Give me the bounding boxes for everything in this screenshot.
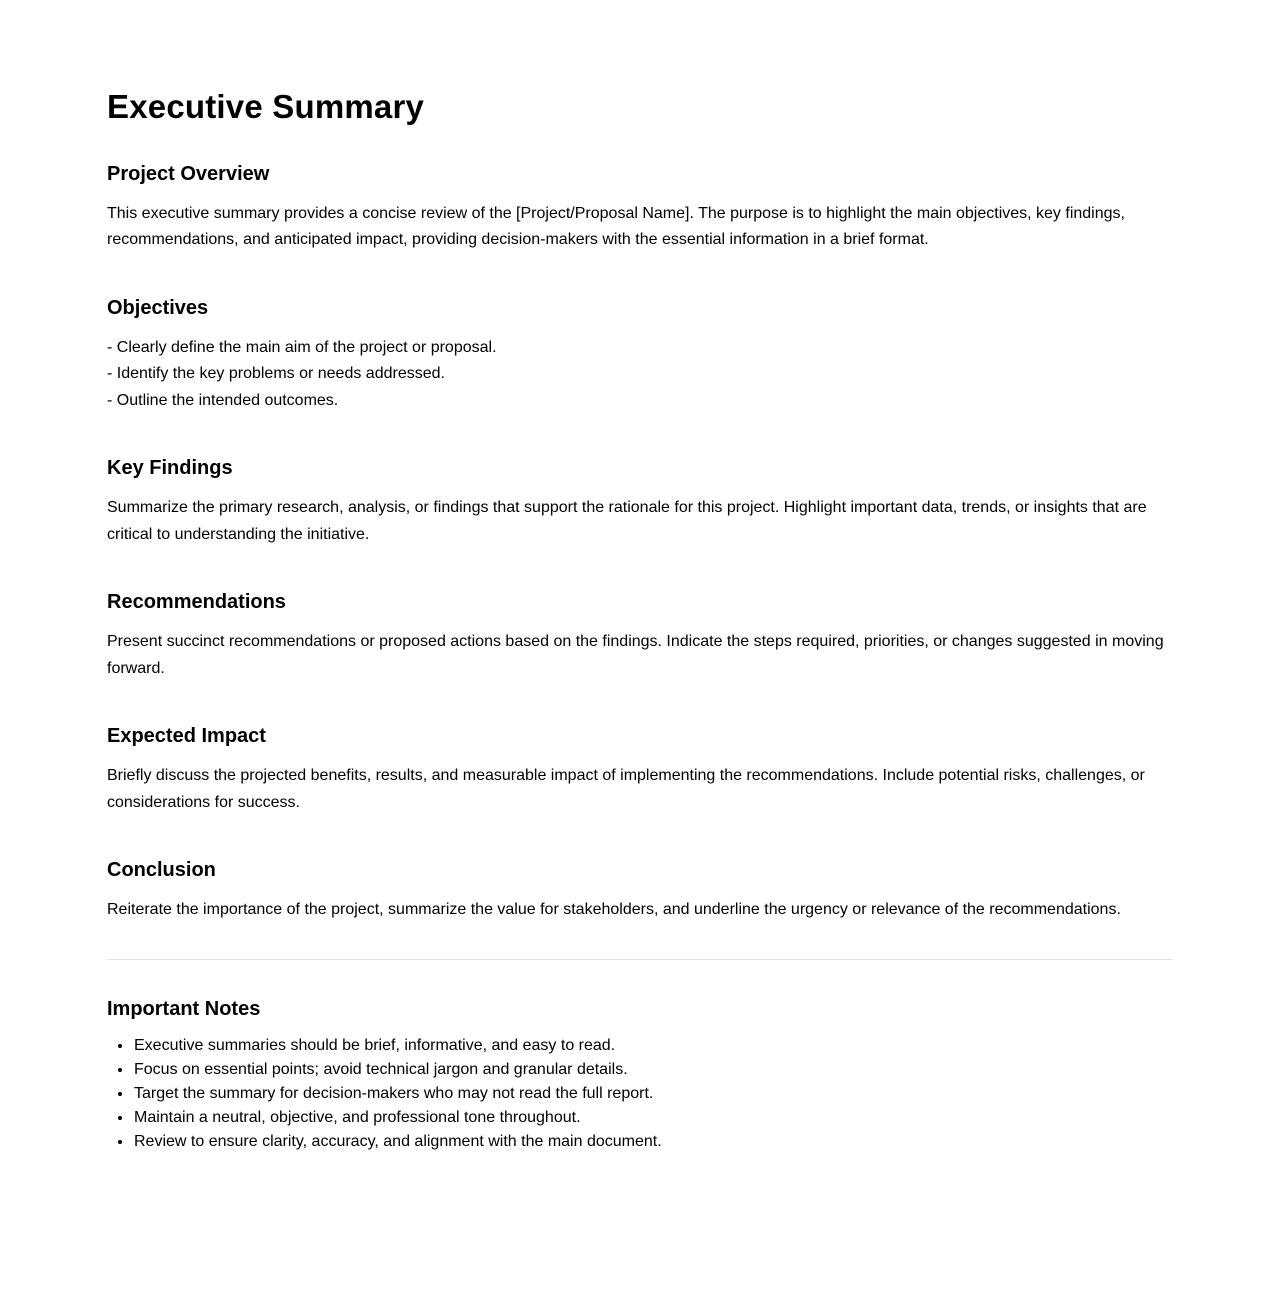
body-text-line: This executive summary provides a concise review of the [Project/Proposal Name]. The purpose is to highlight the main objectives, key findings, recommendations, and anticipated impact, providing decision-makers with the essential information in a brief format. bbox=[107, 204, 1125, 249]
body-text-line: - Clearly define the main aim of the project or proposal. bbox=[107, 338, 497, 356]
document-section bbox=[107, 858, 1172, 924]
section-heading: Expected Impact bbox=[107, 725, 266, 748]
section-body bbox=[107, 201, 1172, 254]
document-section bbox=[107, 296, 1172, 415]
document-section bbox=[107, 162, 1172, 254]
section-heading: Objectives bbox=[107, 296, 209, 319]
section-body bbox=[107, 495, 1172, 548]
section-body bbox=[107, 763, 1172, 816]
section-heading: Key Findings bbox=[107, 457, 233, 480]
notes-list bbox=[107, 1034, 1172, 1154]
body-text-line: - Identify the key problems or needs addressed. bbox=[107, 365, 445, 383]
note-item: • Focus on essential points; avoid technical jargon and granular details. bbox=[133, 1058, 1172, 1082]
document-section bbox=[107, 456, 1172, 548]
body-text-line: Reiterate the importance of the project, summarize the value for stakeholders, and underline the urgency or relevance of the recommendations. bbox=[107, 901, 1121, 919]
note-item: • Maintain a neutral, objective, and professional tone throughout. bbox=[133, 1106, 1172, 1130]
document-section bbox=[107, 590, 1172, 682]
section-body bbox=[107, 629, 1172, 682]
section-heading: Recommendations bbox=[107, 591, 286, 614]
note-item: • Target the summary for decision-makers who may not read the full report. bbox=[133, 1082, 1172, 1106]
note-item: • Review to ensure clarity, accuracy, and alignment with the main document. bbox=[133, 1130, 1172, 1154]
section-divider bbox=[107, 959, 1172, 960]
notes-heading: Important Notes bbox=[107, 997, 261, 1020]
section-heading: Project Overview bbox=[107, 162, 270, 185]
page-title: Executive Summary bbox=[107, 88, 425, 125]
body-text-line: - Outline the intended outcomes. bbox=[107, 391, 339, 409]
section-body bbox=[107, 897, 1172, 924]
document-section bbox=[107, 724, 1172, 816]
body-text-line: Briefly discuss the projected benefits, results, and measurable impact of implementing the recommendations. Include potential risks, challenges, or considerations for success. bbox=[107, 767, 1145, 811]
section-heading: Conclusion bbox=[107, 859, 216, 882]
body-text-line: Summarize the primary research, analysis, or findings that support the rationale for this project. Highlight important data, trends, or insights that are critical to understanding the initiative. bbox=[107, 499, 1147, 543]
note-item: • Executive summaries should be brief, informative, and easy to read. bbox=[133, 1034, 1172, 1058]
section-body bbox=[107, 335, 1172, 415]
sections-container bbox=[107, 162, 1172, 924]
important-notes-section bbox=[107, 997, 1172, 1154]
body-text-line: Present succinct recommendations or proposed actions based on the findings. Indicate the steps required, priorities, or changes suggested in moving forward. bbox=[107, 633, 1164, 677]
